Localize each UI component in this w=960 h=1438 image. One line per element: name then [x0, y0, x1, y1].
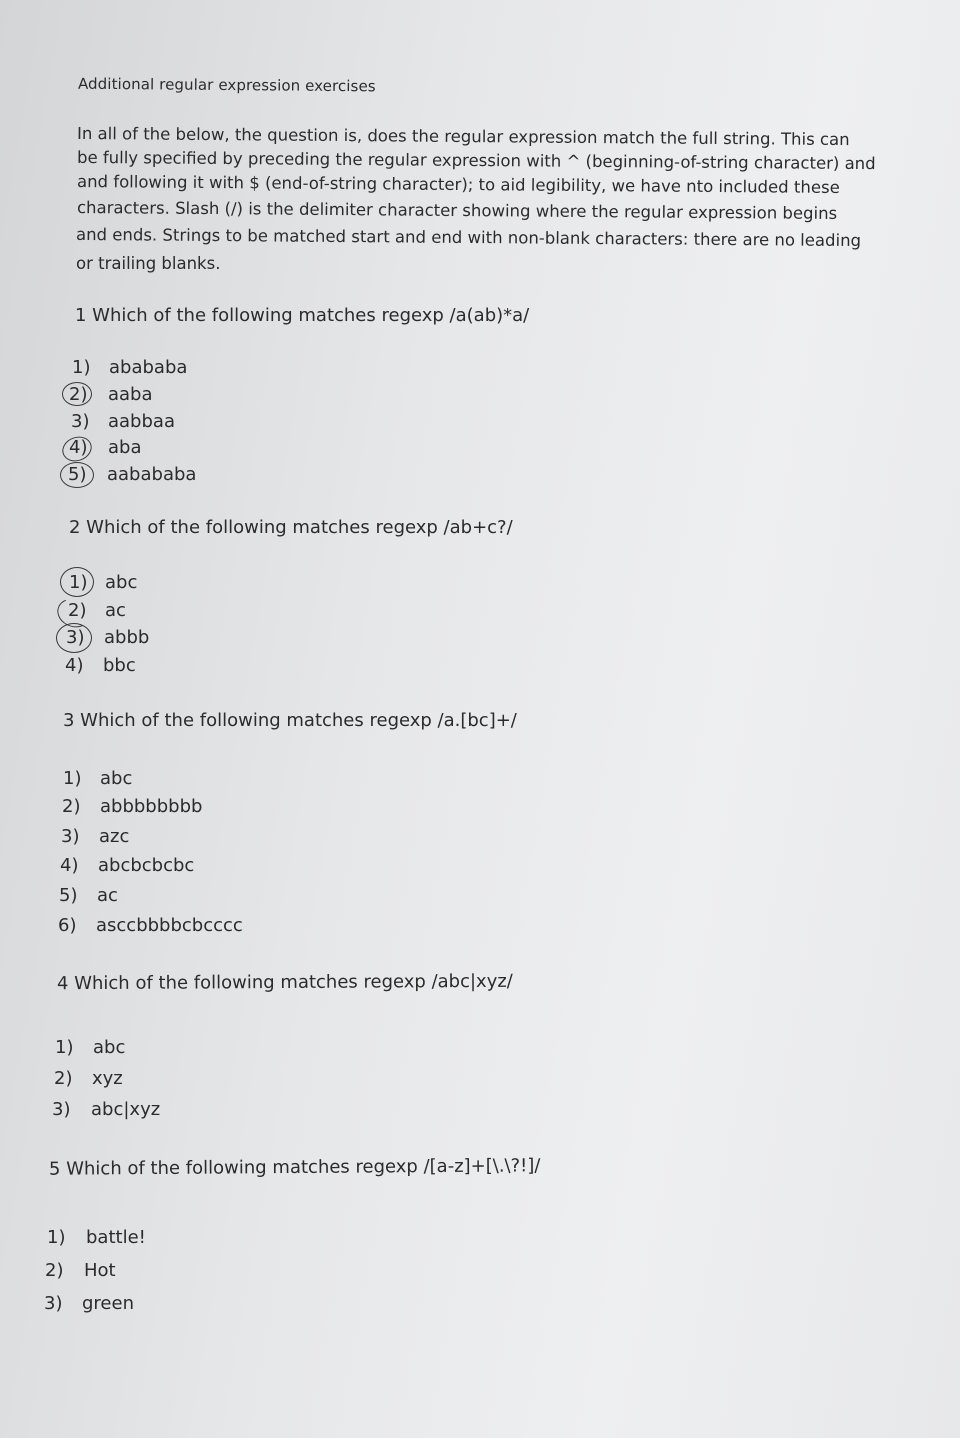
- option-text: xyz: [92, 1068, 123, 1089]
- intro-line: or trailing blanks.: [76, 254, 221, 273]
- option-number: 3): [44, 1293, 63, 1314]
- handwritten-circle: [56, 623, 92, 653]
- option-number: 1): [63, 768, 82, 789]
- option-text: aaba: [108, 384, 153, 405]
- option-number: 4): [65, 655, 84, 676]
- option-text: aabbaa: [108, 411, 175, 432]
- page-heading: Additional regular expression exercises: [77, 74, 376, 96]
- option-number: 5): [68, 464, 87, 485]
- option-number: 2): [62, 796, 81, 817]
- option-number: 3): [71, 411, 90, 432]
- option-text: ac: [105, 600, 126, 621]
- option-text: asccbbbbcbcccc: [96, 915, 243, 936]
- handwritten-circle: [60, 567, 94, 597]
- intro-line: In all of the below, the question is, does the regular expression match the full string. This can: [76, 123, 850, 150]
- option-number: 2): [68, 600, 87, 621]
- option-text: aba: [108, 437, 142, 458]
- option-text: Hot: [84, 1260, 116, 1281]
- intro-line: characters. Slash (/) is the delimiter character showing where the regular expression begins: [76, 198, 838, 223]
- option-text: abbbbbbbb: [100, 796, 203, 817]
- option-text: bbc: [103, 655, 136, 676]
- option-number: 4): [60, 855, 79, 876]
- option-text: aabababa: [107, 464, 197, 485]
- option-number: 2): [45, 1260, 64, 1281]
- option-text: azc: [99, 826, 130, 847]
- option-number: 2): [69, 384, 88, 405]
- option-text: ac: [97, 885, 118, 906]
- option-number: 1): [47, 1227, 66, 1248]
- handwritten-circle: [59, 433, 95, 466]
- option-number: 3): [61, 826, 80, 847]
- option-number: 2): [54, 1068, 73, 1089]
- option-text: abc|xyz: [91, 1099, 161, 1120]
- handwritten-circle: [62, 382, 92, 406]
- option-number: 5): [59, 885, 78, 906]
- option-text: abbb: [104, 627, 150, 648]
- option-text: green: [82, 1293, 134, 1314]
- option-text: abc: [93, 1037, 126, 1058]
- option-number: 3): [52, 1099, 71, 1120]
- intro-line: and ends. Strings to be matched start and end with non-blank characters: there are no leading: [75, 224, 862, 251]
- option-text: abc: [105, 572, 138, 593]
- intro-line: be fully specified by preceding the regular expression with ^ (beginning-of-string character) and: [76, 147, 876, 174]
- option-number: 3): [66, 627, 85, 648]
- option-text: abc: [100, 768, 133, 789]
- option-number: 4): [69, 437, 88, 458]
- option-text: battle!: [86, 1227, 146, 1248]
- option-text: abababa: [109, 357, 188, 378]
- question-text: 2 Which of the following matches regexp /ab+c?/: [69, 517, 513, 538]
- option-number: 1): [55, 1037, 74, 1058]
- option-number: 6): [58, 915, 77, 936]
- option-number: 1): [69, 572, 88, 593]
- handwritten-circle: [60, 462, 94, 488]
- intro-line: and following it with $ (end-of-string character); to aid legibility, we have nto included these: [76, 172, 840, 197]
- question-text: 5 Which of the following matches regexp /[a-z]+[\.\?!]/: [48, 1155, 541, 1180]
- question-text: 4 Which of the following matches regexp /abc|xyz/: [56, 970, 513, 995]
- question-text: 3 Which of the following matches regexp /a.[bc]+/: [63, 710, 517, 731]
- question-text: 1 Which of the following matches regexp /a(ab)*a/: [75, 305, 530, 326]
- option-number: 1): [72, 357, 91, 378]
- option-text: abcbcbcbc: [98, 855, 195, 876]
